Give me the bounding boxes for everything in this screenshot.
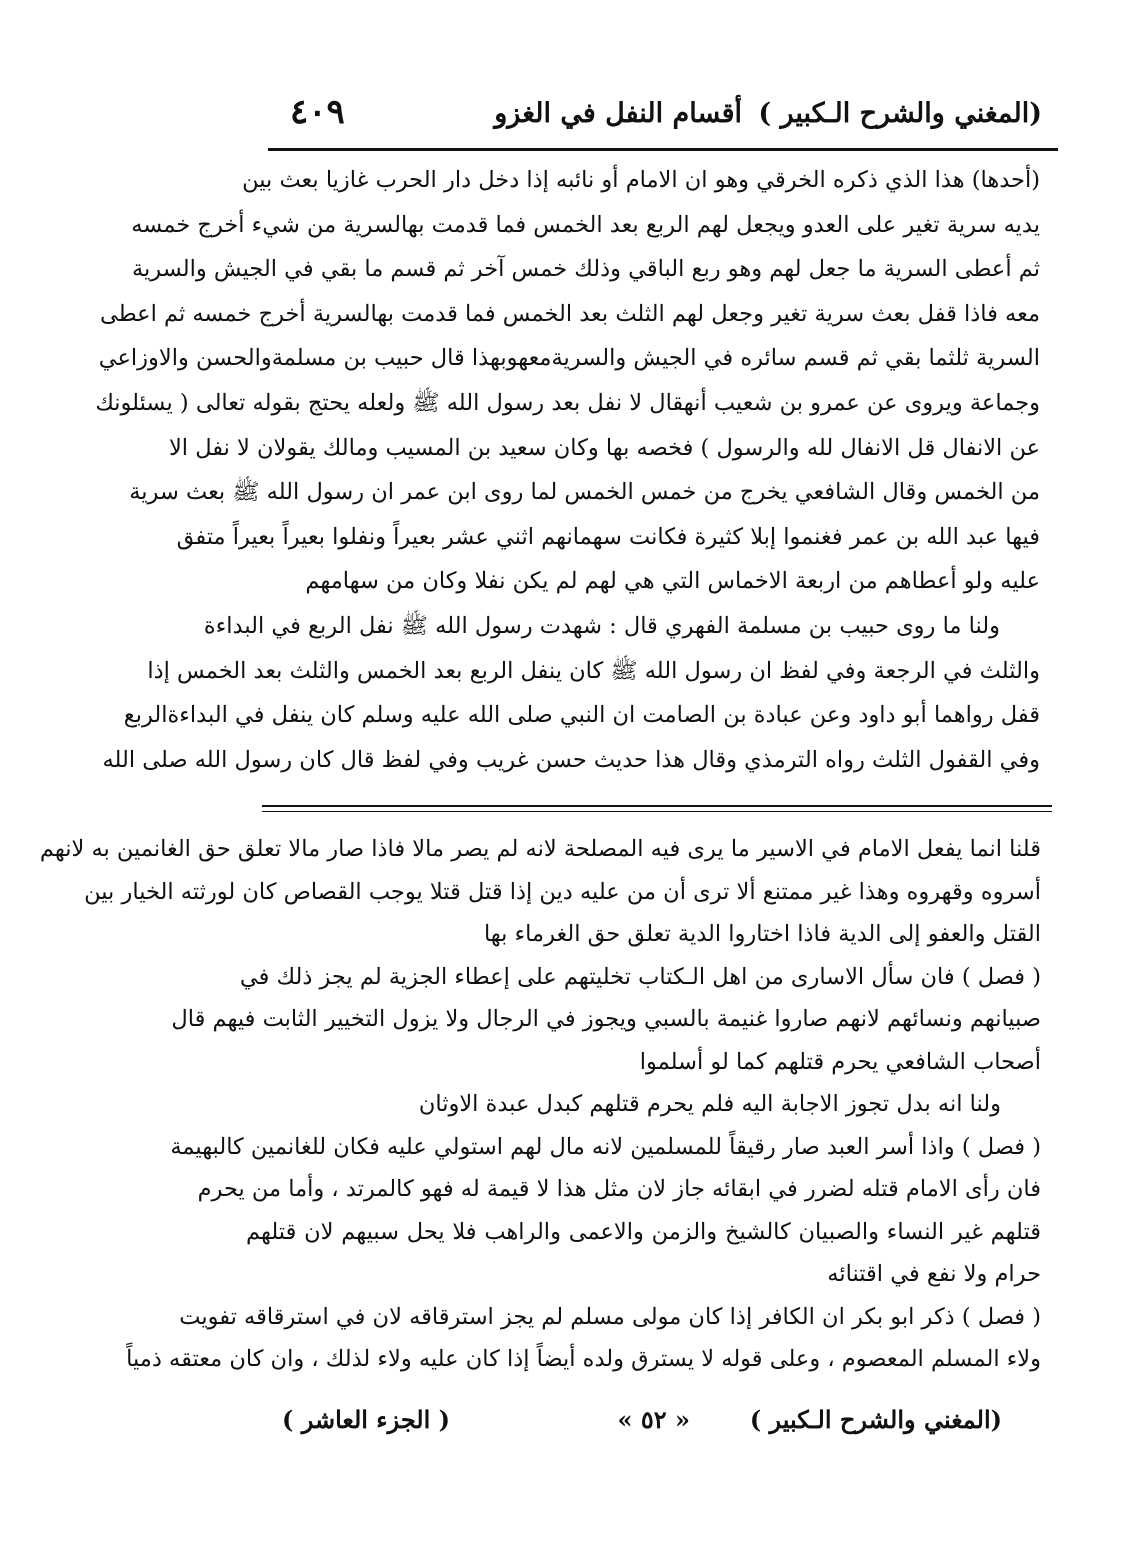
main-text-line: (أحدها) هذا الذي ذكره الخرقي وهو ان الامام أو نائبه إذا دخل دار الحرب غازيا بعث بين bbox=[242, 167, 1040, 193]
lower-text-line: ( فصل ) ذكر ابو بكر ان الكافر إذا كان مولى مسلم لم يجز استرقاقه لان في استرقاقه تفويت bbox=[179, 1303, 1041, 1330]
header-rule bbox=[268, 148, 1058, 151]
main-text-line: وفي القفول الثلث رواه الترمذي وقال هذا حديث حسن غريب وفي لفظ قال كان رسول الله صلى الله bbox=[102, 746, 1040, 773]
page-number: ٤٠٩ bbox=[290, 92, 345, 132]
header-chapter-title: أقسام النفل في الغزو bbox=[494, 98, 742, 129]
lower-text-line: قلنا انما يفعل الامام في الاسير ما يرى فيه المصلحة لانه لم يصر مالا فاذا صار مالا تعلق حق الغانمين به لانهم bbox=[39, 836, 1041, 862]
lower-text-line: حرام ولا نفع في اقتنائه bbox=[827, 1261, 1041, 1287]
footer-book-title: (المغني والشرح الـكبير ) bbox=[749, 1405, 1002, 1434]
lower-text-line: أصحاب الشافعي يحرم قتلهم كما لو أسلموا bbox=[639, 1048, 1041, 1075]
main-text bbox=[95, 158, 1040, 782]
main-text-line: قفل رواهما أبو داود وعن عبادة بن الصامت ان النبي صلى الله عليه وسلم كان ينفل في البداءةالربع bbox=[123, 702, 1040, 729]
lower-text-line: فان رأى الامام قتله لضرر في ابقائه جاز لان مثل هذا لا قيمة له فهو كالمرتد ، وأما من يحرم bbox=[197, 1176, 1041, 1202]
main-text-line: عليه ولو أعطاهم من اربعة الاخماس التي هي لهم لم يكن نفلا وكان من سهامهم bbox=[305, 568, 1040, 595]
section-divider bbox=[262, 811, 1052, 812]
footer-volume: ( الجزء العاشر ) bbox=[282, 1405, 450, 1434]
page-footer bbox=[282, 1405, 1002, 1445]
header-book-title: (المغني والشرح الـكبير ) bbox=[758, 98, 1042, 129]
footer-sheet-number: « ٥٢ » bbox=[617, 1405, 690, 1434]
running-header bbox=[268, 92, 1042, 144]
main-text-line: وجماعة ويروى عن عمرو بن شعيب أنهقال لا نفل بعد رسول الله ﷺ ولعله يحتج بقوله تعالى ( يسئلونك bbox=[95, 389, 1040, 416]
lower-text-line: ولنا انه بدل تجوز الاجابة اليه فلم يحرم قتلهم كبدل عبدة الاوثان bbox=[418, 1091, 1001, 1117]
main-text-line: من الخمس وقال الشافعي يخرج من خمس الخمس لما روى ابن عمر ان رسول الله ﷺ بعث سرية bbox=[129, 479, 1040, 506]
main-text-line: معه فاذا قفل بعث سرية تغير وجعل لهم الثلث بعد الخمس فما قدمت بهالسرية أخرج خمسه ثم اعطى bbox=[99, 300, 1040, 327]
main-text-line: عن الانفال قل الانفال لله والرسول ) فخصه بها وكان سعيد بن المسيب ومالك يقولان لا نفل الا bbox=[168, 434, 1040, 461]
lower-text-line: أسروه وقهروه وهذا غير ممتنع ألا ترى أن من عليه دين إذا قتل قتلا يوجب القصاص كان لورثته الخيار بين bbox=[84, 878, 1041, 905]
lower-text-line: ( فصل ) فان سأل الاسارى من اهل الـكتاب تخليتهم على إعطاء الجزية لم يجز ذلك في bbox=[239, 963, 1041, 990]
main-text-line: يديه سرية تغير على العدو ويجعل لهم الربع بعد الخمس فما قدمت بهالسرية من شيء أخرج خمسه bbox=[131, 211, 1040, 238]
main-text-line: السرية ثلثما بقي ثم قسم سائره في الجيش والسريةمعهوبهذا قال حبيب بن مسلمةوالحسن والاوزاعي bbox=[98, 345, 1040, 372]
lower-text bbox=[39, 828, 1041, 1381]
lower-text-line: القتل والعفو إلى الدية فاذا اختاروا الدية تعلق حق الغرماء بها bbox=[483, 921, 1041, 947]
lower-text-line: قتلهم غير النساء والصبيان كالشيخ والزمن والاعمى والراهب فلا يحل سبيهم لان قتلهم bbox=[246, 1218, 1041, 1245]
main-text-line: ولنا ما روى حبيب بن مسلمة الفهري قال : شهدت رسول الله ﷺ نفل الربع في البداءة bbox=[203, 612, 1000, 639]
lower-text-line: ( فصل ) واذا أسر العبد صار رقيقاً للمسلمين لانه مال لهم استولي عليه فكان للغانمين كالبهيمة bbox=[170, 1133, 1041, 1160]
main-text-line: فيها عبد الله بن عمر فغنموا إبلا كثيرة فكانت سهمانهم اثني عشر بعيراً ونفلوا بعيراً بعيراً متفق bbox=[176, 523, 1040, 550]
lower-text-line: صبيانهم ونسائهم لانهم صاروا غنيمة بالسبي ويجوز في الرجال ولا يزول التخيير الثابت فيهم قال bbox=[171, 1006, 1041, 1032]
main-text-line: والثلث في الرجعة وفي لفظ ان رسول الله ﷺ كان ينفل الربع بعد الخمس والثلث بعد الخمس إذا bbox=[147, 657, 1040, 684]
lower-text-line: ولاء المسلم المعصوم ، وعلى قوله لا يسترق ولده أيضاً إذا كان عليه ولاء لذلك ، وان كان معتقه ذمياً bbox=[126, 1346, 1041, 1372]
main-text-line: ثم أعطى السرية ما جعل لهم وهو ربع الباقي وذلك خمس آخر ثم قسم ما بقي في الجيش والسرية bbox=[131, 256, 1040, 283]
section-divider bbox=[262, 805, 1052, 807]
